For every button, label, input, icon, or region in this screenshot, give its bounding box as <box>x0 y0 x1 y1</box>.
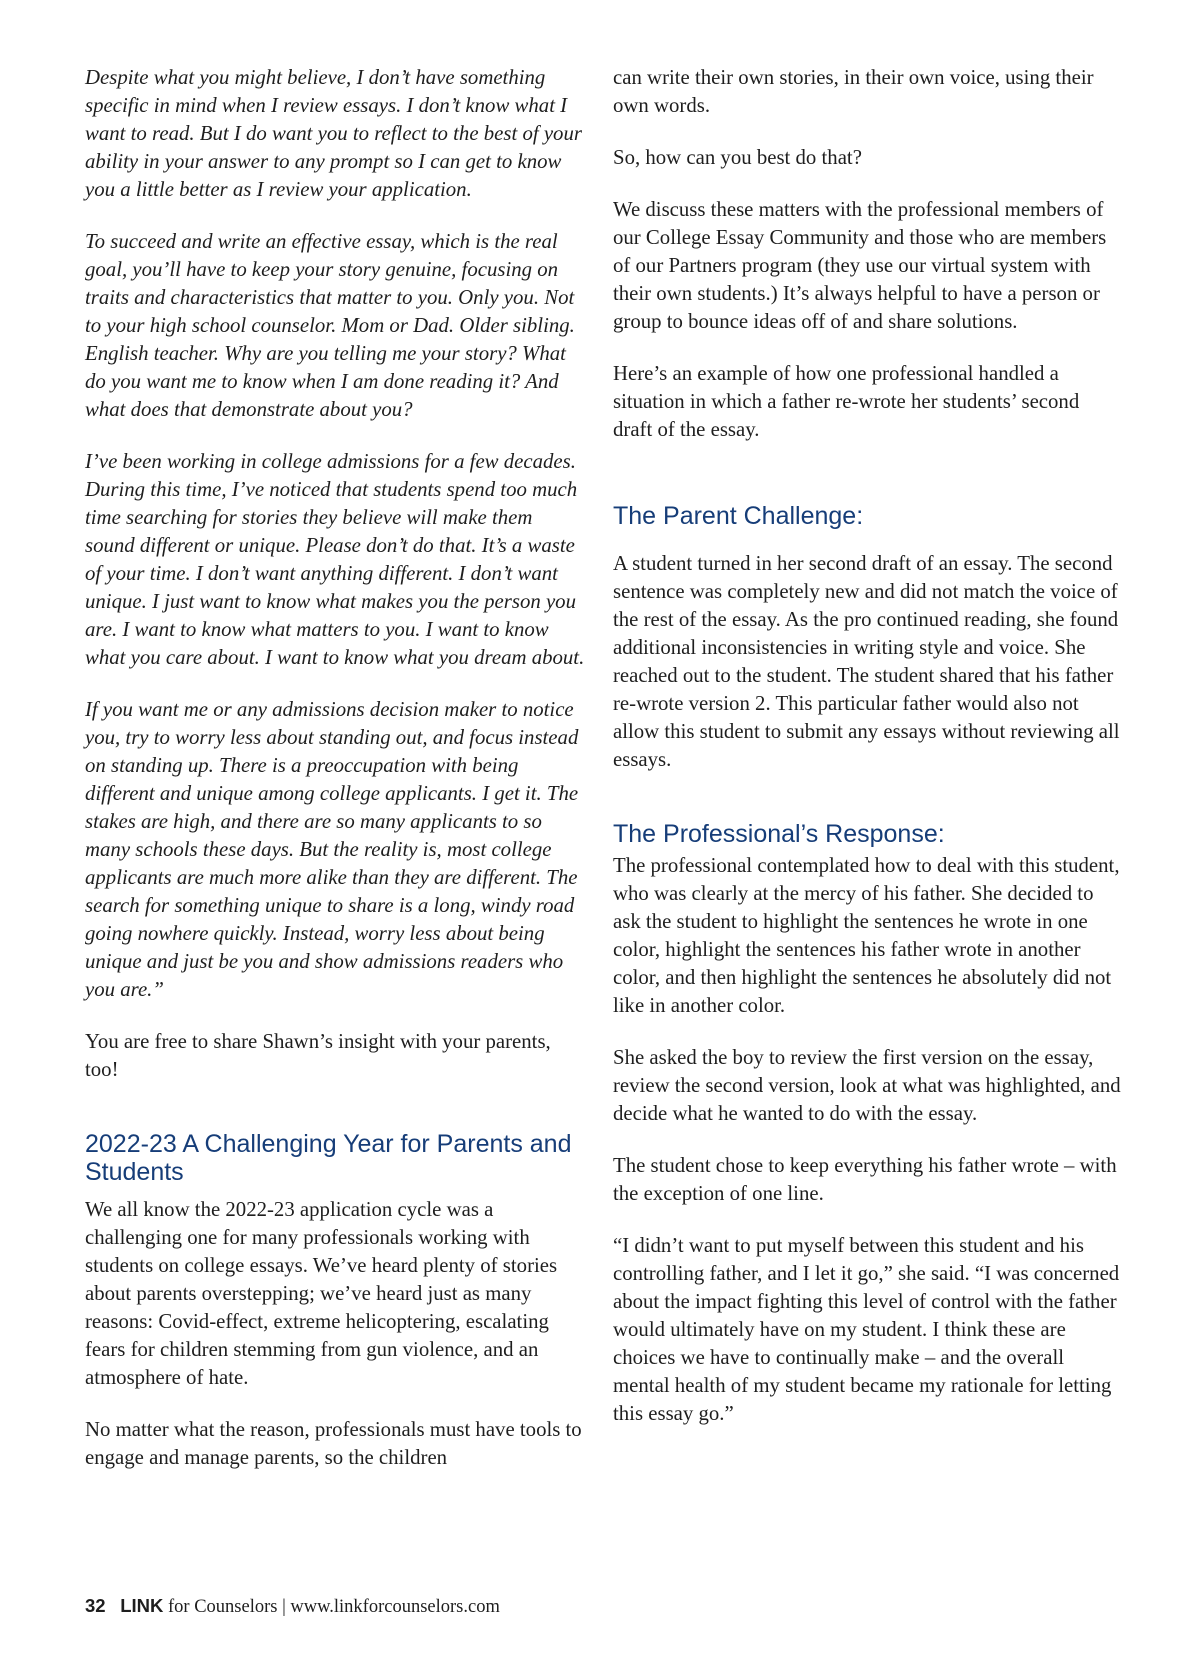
response-paragraph-1: The professional contemplated how to deal with this student, who was clearly at the mercy of his father. She decided to ask the student to highlight the sentences he wrote in one color, highlight the sentences his father wrote in another color, and then highlight the sentences he absolutely did not like in another color. <box>613 854 1120 1017</box>
right-column <box>613 64 1123 1452</box>
intro-paragraph-2: So, how can you best do that? <box>613 146 862 169</box>
quote-paragraph-2: To succeed and write an effective essay, which is the real goal, you’ll have to keep your story genuine, focusing on traits and characteristics that matter to you. Only you. Not to your high school counselor. Mom or Dad. Older sibling. English teacher. Why are you telling me your story? What do you want me to know when I am done reading it? And what does that demonstrate about you? <box>85 230 575 421</box>
quote-paragraph-1: Despite what you might believe, I don’t have something specific in mind when I review essays. I don’t know what I want to read. But I do want you to reflect to the best of your ability in your answer to any prompt so I can get to know you a little better as I review your application. <box>85 66 582 201</box>
intro-paragraph-4: Here’s an example of how one professional handled a situation in which a father re-wrote her students’ second draft of the essay. <box>613 362 1080 441</box>
quote-paragraph-3: I’ve been working in college admissions for a few decades. During this time, I’ve noticed that students spend too much time searching for stories they believe will make them sound different or unique. Please don’t do that. It’s a waste of your time. I don’t want anything different. I don’t want unique. I just want to know what makes you the person you are. I want to know what matters to you. I want to know what you care about. I want to know what you dream about. <box>85 450 585 669</box>
brand-name: LINK <box>120 1595 164 1616</box>
professional-response-heading: The Professional’s Response: <box>613 820 945 848</box>
response-paragraph-4: “I didn’t want to put myself between this student and his controlling father, and I let it go,” she said. “I was concerned about the impact fighting this level of control with the father would ultimately have on my student. I think these are choices we have to continually make – and the overall mental health of my student became my rationale for letting this essay go.” <box>613 1234 1120 1425</box>
page-number: 32 <box>85 1595 106 1616</box>
section-heading-challenging-year: 2022-23 A Challenging Year for Parents and Students <box>85 1130 572 1186</box>
left-column <box>85 64 585 1496</box>
page-footer <box>85 1594 500 1619</box>
response-paragraph-3: The student chose to keep everything his father wrote – with the exception of one line. <box>613 1154 1117 1205</box>
intro-paragraph-3: We discuss these matters with the professional members of our College Essay Community and those who are members of our Partners program (they use our virtual system with their own students.) It’s always helpful to have a person or group to bounce ideas off of and share solutions. <box>613 198 1107 333</box>
challenging-year-paragraph-1: We all know the 2022-23 application cycle was a challenging one for many professionals working with students on college essays. We’ve heard plenty of stories about parents overstepping; we’ve heard just as many reasons: Covid-effect, extreme helicoptering, escalating fears for children stemming from gun violence, and an atmosphere of hate. <box>85 1198 558 1389</box>
parent-challenge-paragraph: A student turned in her second draft of an essay. The second sentence was completely new and did not match the voice of the rest of the essay. As the pro continued reading, she found additional inconsistencies in writing style and voice. She reached out to the student. The student shared that his father re-wrote version 2. This particular father would also not allow this student to submit any essays without reviewing all essays. <box>613 552 1120 771</box>
quote-paragraph-4: If you want me or any admissions decision maker to notice you, try to worry less about standing out, and focus instead on standing up. There is a preoccupation with being different and unique among college applicants. I get it. The stakes are high, and there are so many applicants to so many schools these days. But the reality is, most college applicants are much more alike than they are different. The search for something unique to share is a long, windy road going nowhere quickly. Instead, worry less about being unique and just be you and show admissions readers who you are.” <box>85 698 579 1001</box>
intro-paragraph-1: can write their own stories, in their own voice, using their own words. <box>613 66 1094 117</box>
parent-challenge-heading: The Parent Challenge: <box>613 502 864 530</box>
footer-publication-text: for Counselors | www.linkforcounselors.com <box>168 1597 500 1617</box>
response-paragraph-2: She asked the boy to review the first version on the essay, review the second version, look at what was highlighted, and decide what he wanted to do with the essay. <box>613 1046 1121 1125</box>
share-note-paragraph: You are free to share Shawn’s insight with your parents, too! <box>85 1030 551 1081</box>
challenging-year-paragraph-2: No matter what the reason, professionals must have tools to engage and manage parents, so the children <box>85 1418 582 1469</box>
